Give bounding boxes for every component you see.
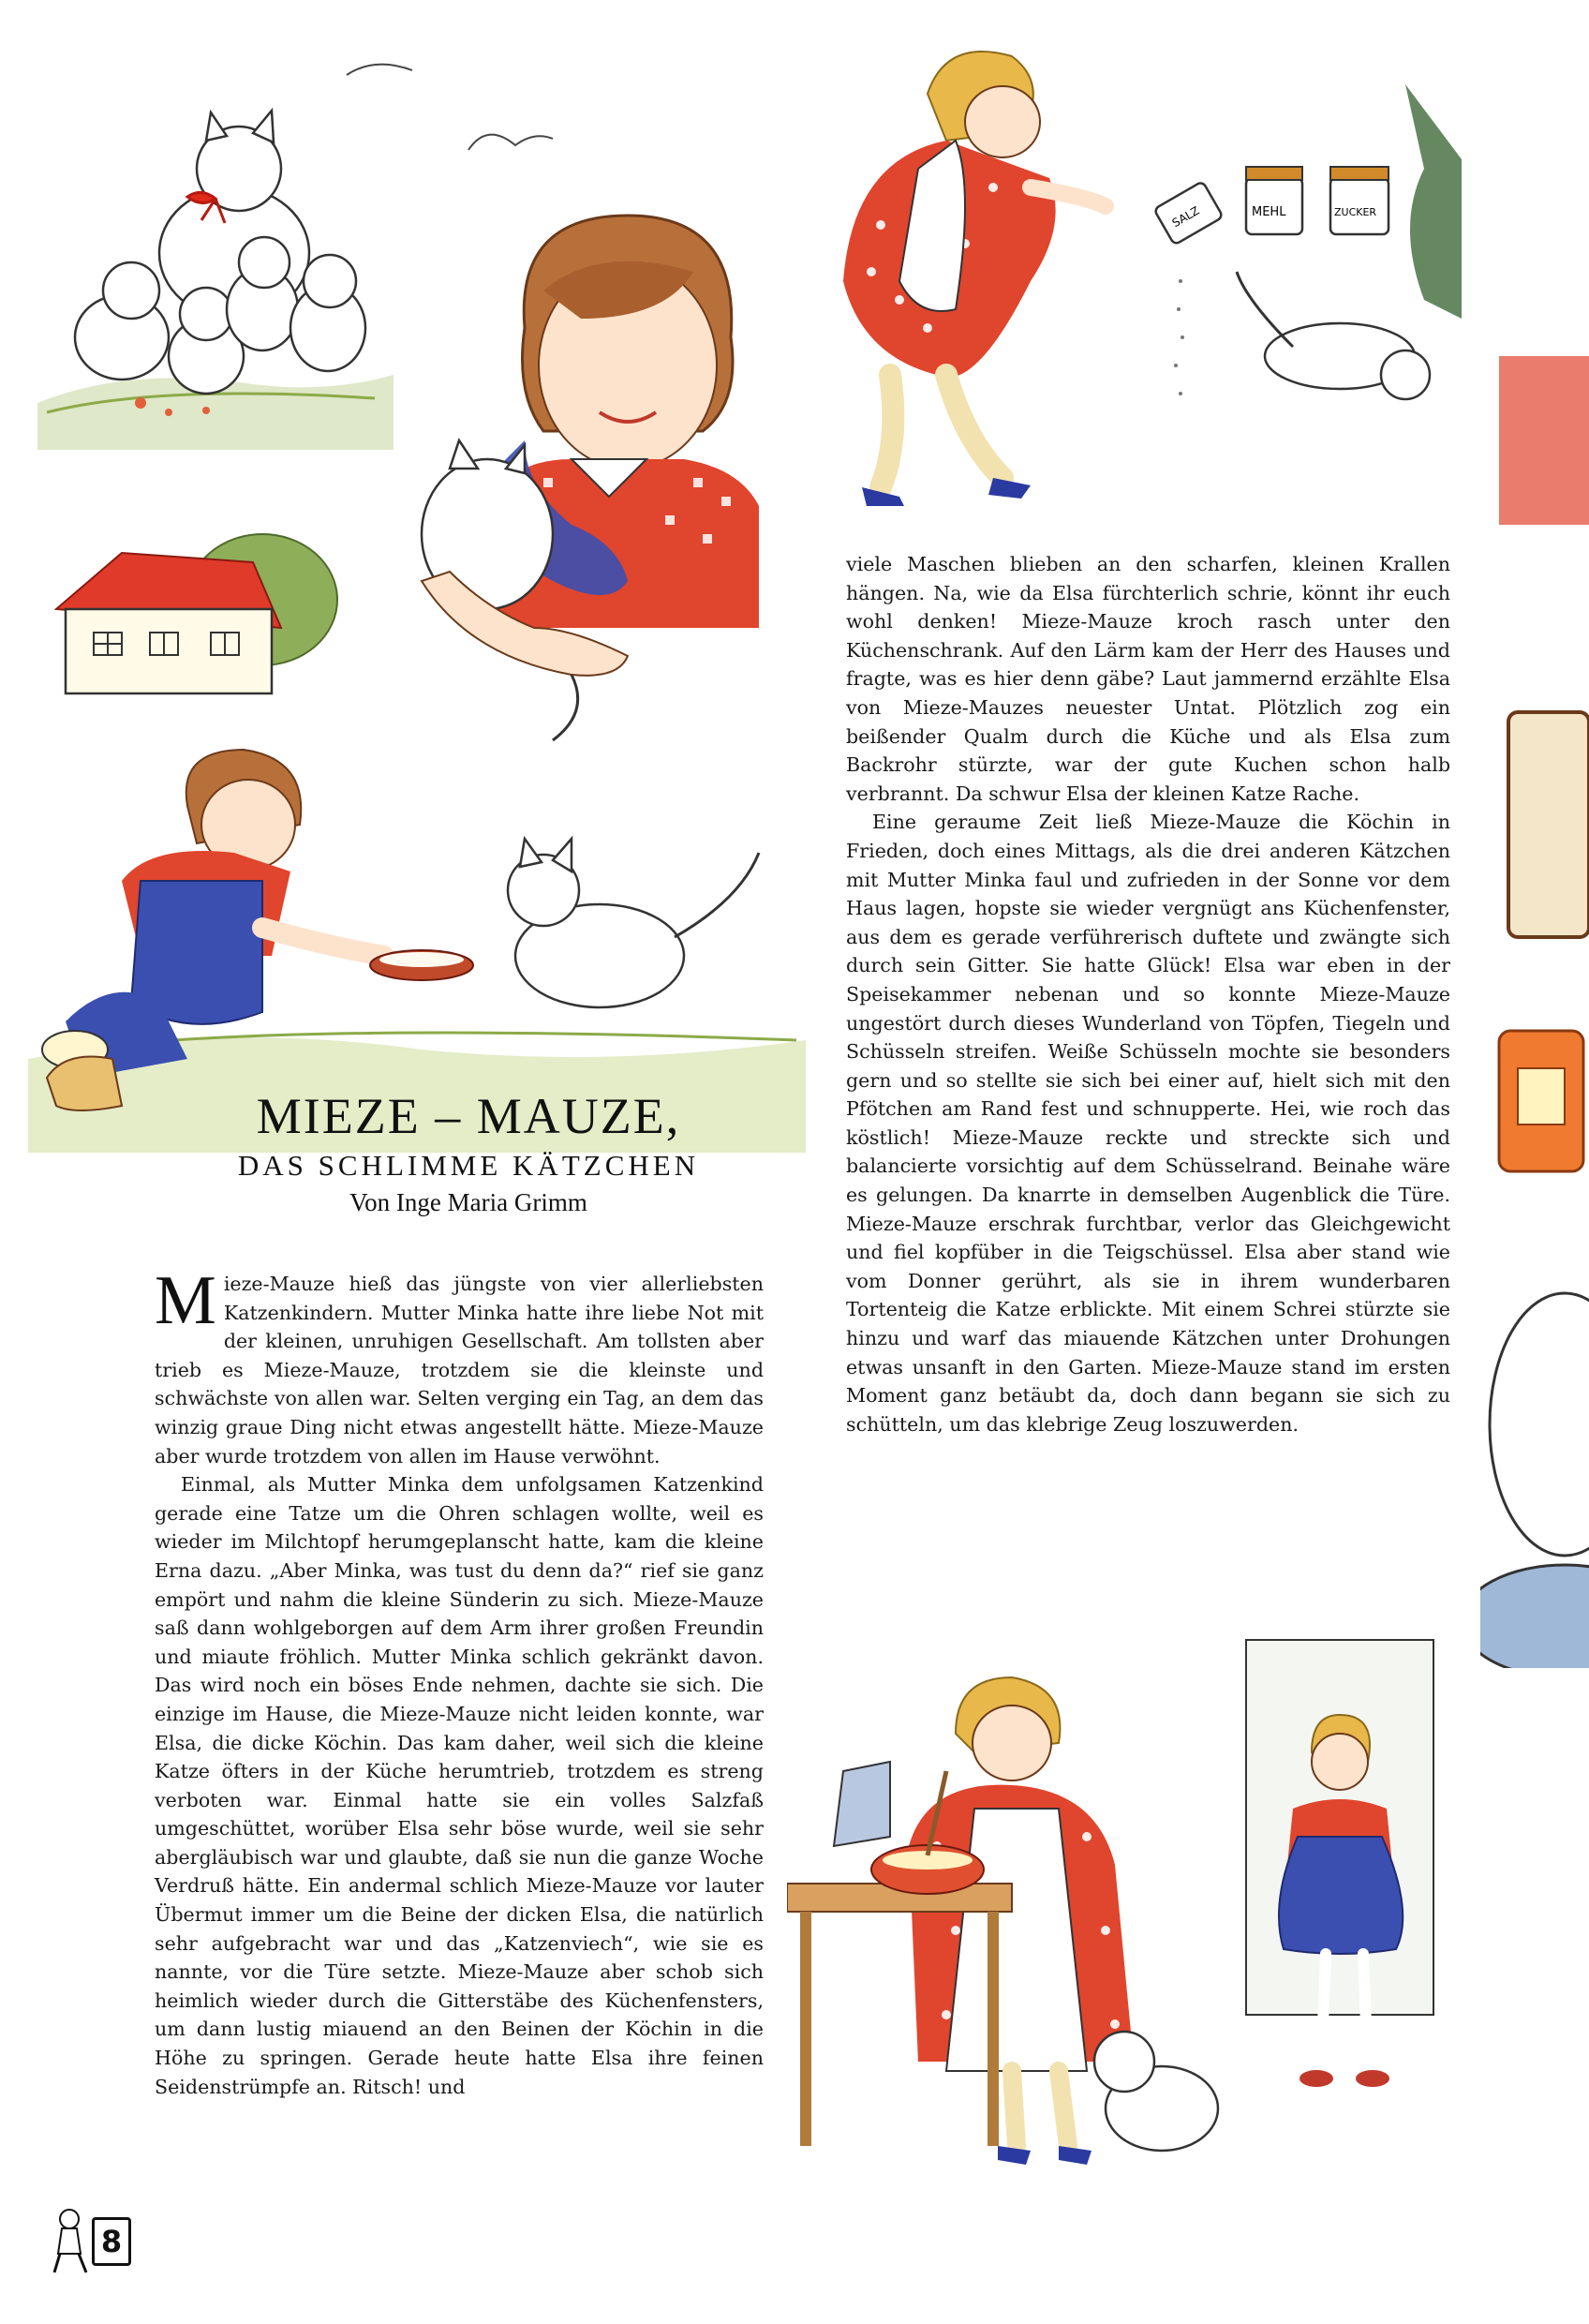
paragraph — [155, 1262, 764, 1470]
illustration-page-number-mascot — [41, 2202, 94, 2277]
left-text-column — [155, 1262, 764, 2101]
paragraph: viele Maschen blieben an den scharfen, kleinen Krallen hängen. Na, wie da Elsa fürchterlich schrie, könnt ihr euch wohl denken! Mieze-Mauze kroch rasch unter den Küchenschrank. Auf den Lärm kam der Herr des Hauses und fragte, was es hier denn gäbe? Laut jammernd erzählte Elsa von Mieze-Mauzes neuester Untat. Plötzlich zog ein beißender Qualm durch die Küche und als Elsa zum Backrohr stürzte, war der gute Kuchen schon halb verbrannt. Da schwur Elsa der kleinen Katze Rache. — [846, 553, 1450, 805]
drop-cap: M — [155, 1262, 216, 1339]
flour-jar-label: MEHL — [1252, 205, 1286, 219]
illustration-cook-spilling-salt — [787, 37, 1462, 525]
article-heading — [141, 1087, 796, 1217]
illustration-house — [37, 525, 347, 712]
right-text-column — [846, 550, 1450, 1438]
article-subtitle: DAS SCHLIMME KÄTZCHEN — [237, 1149, 700, 1182]
paragraph: Eine geraume Zeit ließ Mieze-Mauze die Köchin in Frieden, doch eines Mittags, als die drei anderen Kätzchen mit Mutter Minka faul und zufrieden in der Sonne vor dem Haus lagen, hopste sie wieder vergnügt ans Küchenfenster, aus dem es gerade verführerisch duftete und zwängte sich durch sein Gitter. Sie hatte Glück! Elsa war eben in der Speisekammer nebenan und so konnte Mieze-Mauze ungestört durch dieses Wunderland von Töpfen, Tiegeln und Schüsseln streifen. Weiße Schüsseln mochte sie besonders gern und so stellte sie sich bei einer auf, hielt sich mit den Pfötchen am Rand fest und schnupperte. Hei, wie roch das köstlich! Mieze-Mauze reckte und streckte sich und balancierte vorsichtig auf dem Schüsselrand. Beinahe wäre es gelungen. Da knarrte in demselben Augenblick die Türe. Mieze-Mauze erschrak furchtbar, verlor das Gleichgewicht und fiel kopfüber in die Teigschüssel. Elsa aber stand wie vom Donner gerührt, als sie in ihrem wunderbaren Tortenteig die Katze erblickte. Mit einem Schrei stürzte sie hinzu und warf das miauende Kätzchen unter Drohungen etwas unsanft in den Garten. Mieze-Mauze stand im ersten Moment ganz betäubt da, doch dann begann sie sich zu schütteln, um das klebrige Zeug loszuwerden. — [846, 811, 1450, 1436]
article-title: MIEZE – MAUZE, — [256, 1088, 681, 1144]
salt-jar-label: SALZ — [1169, 203, 1202, 231]
illustration-girl-holding-cat — [384, 187, 824, 750]
paragraph-text: ieze-Mauze hieß das jüngste von vier allerliebsten Katzenkindern. Mutter Minka hatte ihre liebe Not mit der kleinen, unruhigen Gesellschaft. Am tollsten aber trieb es Mieze-Mauze, trotzdem sie die kleinste und schwächste von allen war. Selten verging ein Tag, an dem das winzig graue Ding nicht etwas angestellt hätte. Mieze-Mauze aber wurde trotzdem von allen im Hause verwöhnt. — [155, 1273, 764, 1467]
illustration-kitchen-shelf — [1480, 356, 1589, 1668]
article-byline: Von Inge Maria Grimm — [349, 1188, 587, 1216]
sugar-jar-label: ZUCKER — [1334, 206, 1377, 218]
paragraph: Einmal, als Mutter Minka dem unfolgsamen Katzenkind gerade eine Tatze um die Ohren schlagen wollte, weil es wieder im Milchtopf herumgeplanscht hatte, kam die kleine Erna dazu. „Aber Minka, was tust du denn da?“ rief sie ganz empört und nahm die kleine Sünderin zu sich. Mieze-Mauze saß dann wohlgeborgen auf dem Arm ihrer großen Freundin und miaute fröhlich. Mutter Minka schlich gekränkt davon. Das wird noch ein böses Ende nehmen, dachte sie sich. Die einzige im Hause, die Mieze-Mauze nicht leiden konnte, war Elsa, die dicke Köchin. Das kam daher, weil sich die kleine Katze öfters in der Küche herumtrieb, trotzdem es streng verboten war. Einmal hatte sie ein volles Salzfaß umgeschüttet, worüber Elsa sehr böse wurde, weil sie sehr abergläubisch war und glaubte, daß sie nun die ganze Woche Verdruß hätte. Ein andermal schlich Mieze-Mauze vor lauter Übermut immer um die Beine der dicken Elsa, die natürlich sehr aufgebracht war und das „Katzenviech“, wie sie es nannte, vor die Türe setzte. Mieze-Mauze aber schob sich heimlich wieder durch die Gitterstäbe des Küchenfensters, um dann lustig miauend an den Beinen der Köchin in die Höhe zu springen. Gerade heute hatte Elsa ihre feinen Seidenstrümpfe an. Ritsch! und — [155, 1473, 764, 2098]
illustration-birds — [337, 56, 562, 169]
page-number: 8 — [92, 2217, 131, 2266]
illustration-cook-mixing-dough — [787, 1621, 1499, 2183]
